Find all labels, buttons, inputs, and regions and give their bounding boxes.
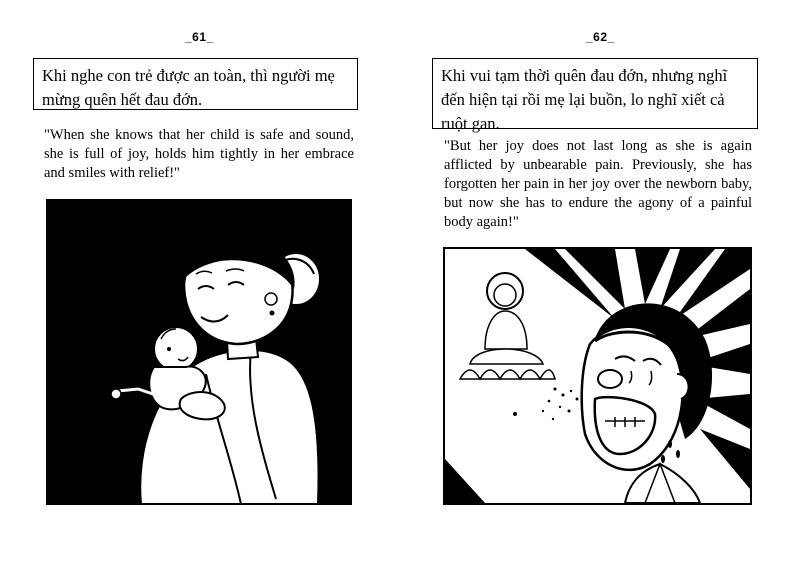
vietnamese-caption-left [33,58,358,110]
english-caption-left: "When she knows that her child is safe and sound, she is full of joy, holds him tightly in her embrace and smiles with relief!" [44,127,354,181]
page-number-left: _61_ [185,30,214,44]
vietnamese-text-right: Khi vui tạm thời quên đau đớn, nhưng nghĩ đến hiện tại rồi mẹ lại buồn, lo nghĩ xiết cả ruột gan. [441,66,728,133]
baby-head [154,327,198,371]
crying-mother-with-buddha-vision-illustration [445,249,750,503]
page-number-right: _62_ [586,30,615,44]
comic-panel-left [46,199,352,505]
mother-holding-baby-illustration [46,199,352,505]
vietnamese-text-left: Khi nghe con trẻ được an toàn, thì người mẹ mừng quên hết đau đớn. [42,66,335,109]
vietnamese-caption-right [432,58,758,133]
english-caption-right: "But her joy does not last long as she is again afflicted by unbearable pain. Previously, she has forgotten her pain in her joy over the newborn baby, but now she has to endure the agony of a painful body again!" [444,138,752,230]
comic-panel-right [443,247,752,505]
